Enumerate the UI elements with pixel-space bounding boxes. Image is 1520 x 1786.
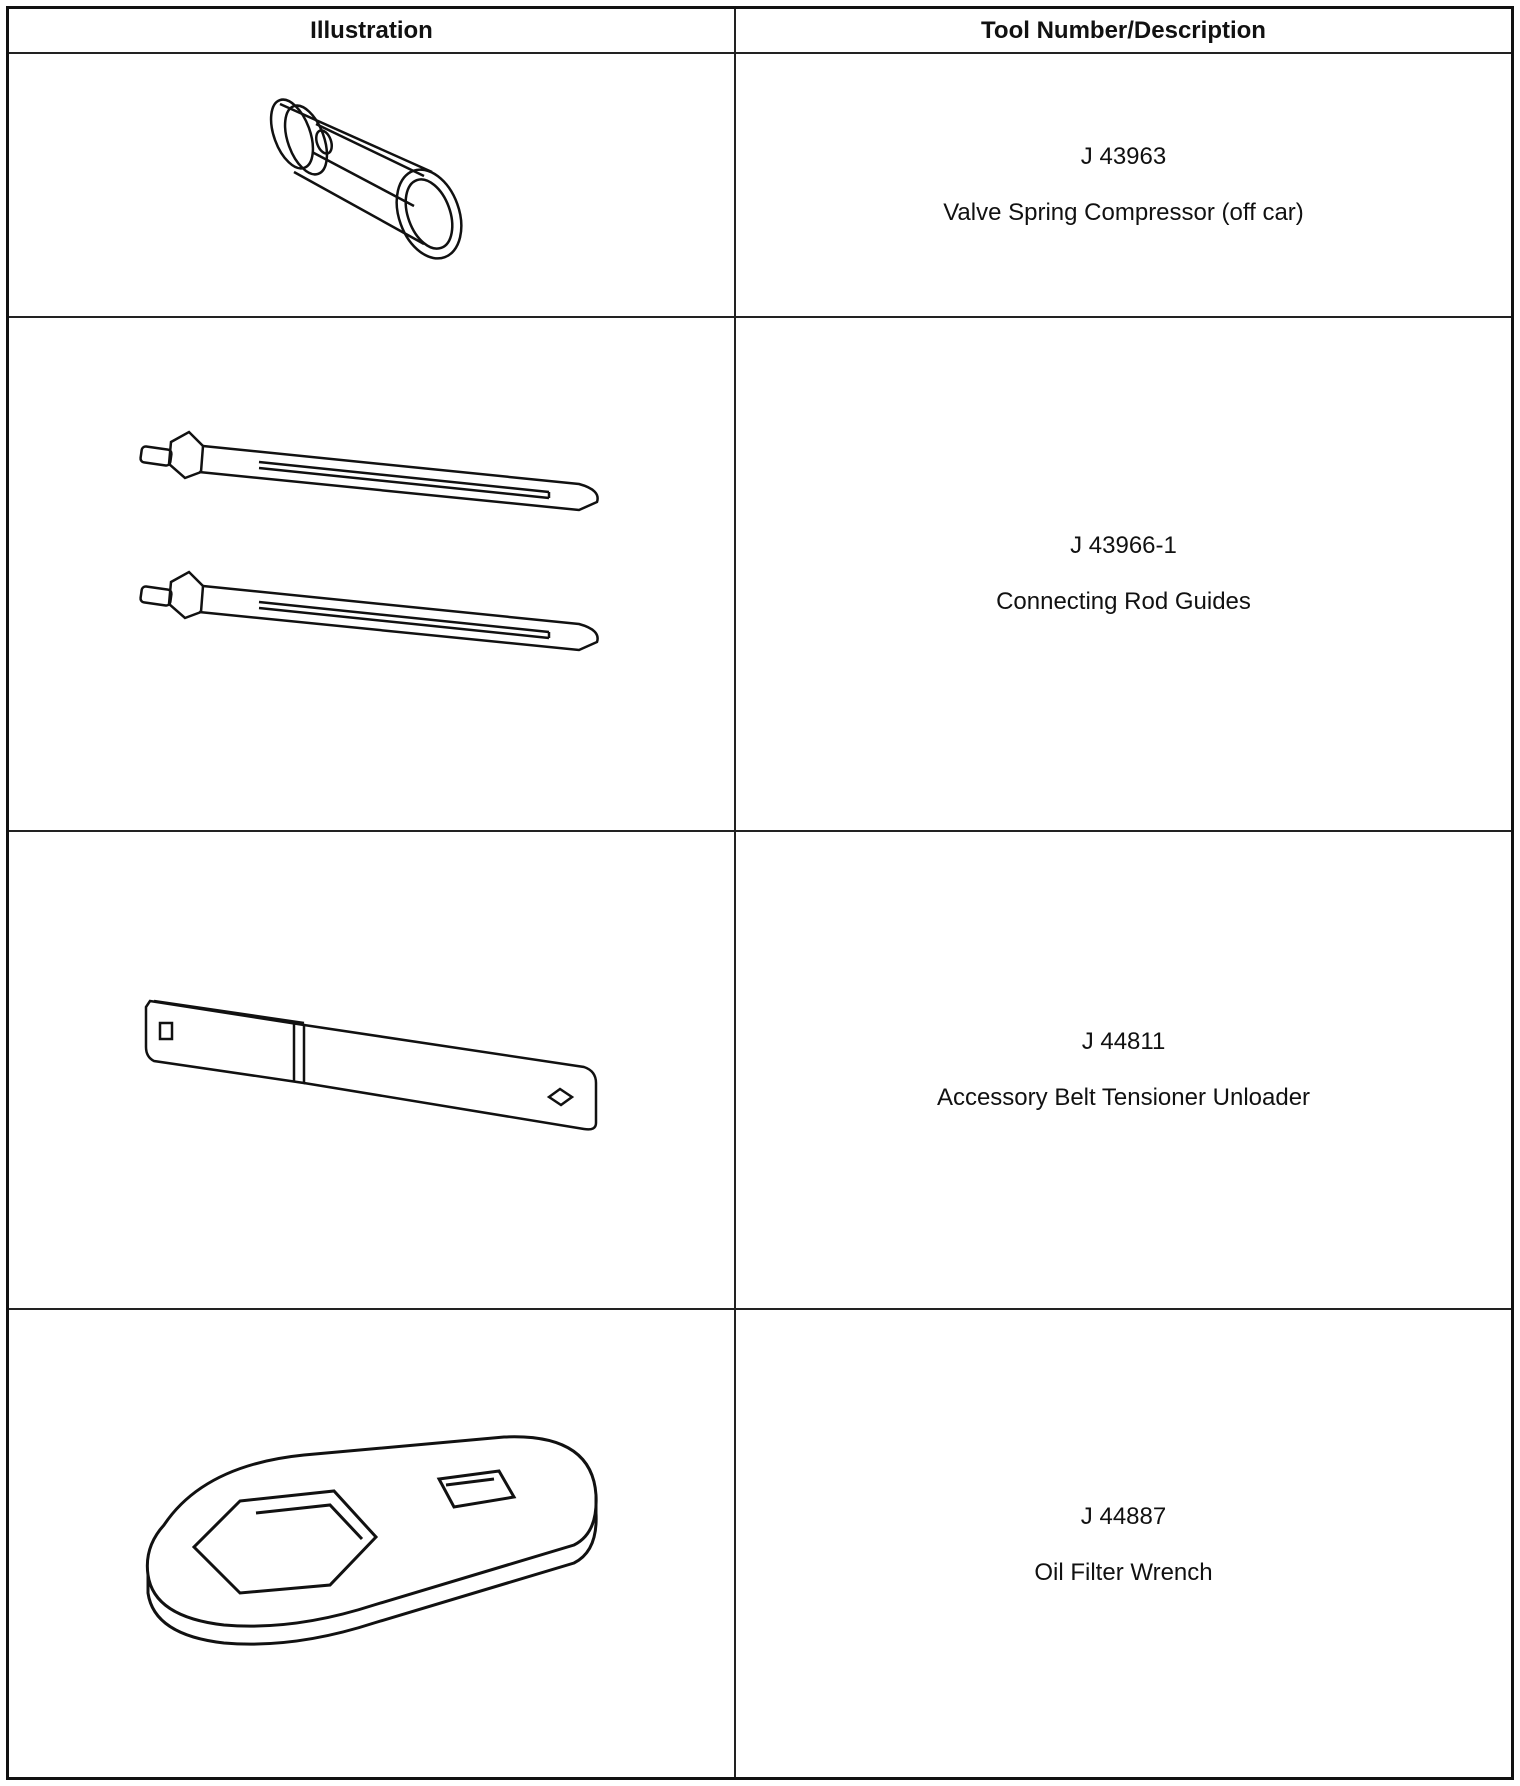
- header-illustration: Illustration: [310, 16, 433, 44]
- tool-table: [6, 6, 1514, 1780]
- description-cell: [736, 1310, 1511, 1780]
- tool-description: Accessory Belt Tensioner Unloader: [936, 1084, 1311, 1111]
- tool-description: Connecting Rod Guides: [996, 588, 1251, 615]
- tool-description: Valve Spring Compressor (off car): [943, 199, 1304, 226]
- tool-description: Oil Filter Wrench: [1034, 1559, 1213, 1586]
- header-tool-description: Tool Number/Description: [981, 16, 1266, 44]
- tool-number: J 43966-1: [1070, 532, 1177, 559]
- tool-number: J 43963: [1080, 143, 1167, 170]
- tool-number: J 44811: [1081, 1028, 1166, 1055]
- illustration-cell: [9, 318, 734, 830]
- description-cell: [736, 318, 1511, 830]
- illustration-cell: [9, 1310, 734, 1780]
- illustration-cell: [9, 832, 734, 1308]
- belt-tensioner-unloader-icon: [144, 997, 604, 1137]
- oil-filter-wrench-icon: [144, 1435, 604, 1665]
- description-cell: [736, 54, 1511, 316]
- illustration-cell: [9, 54, 734, 316]
- tool-number: J 44887: [1080, 1503, 1167, 1530]
- description-cell: [736, 832, 1511, 1308]
- connecting-rod-guides-icon: [139, 428, 619, 668]
- valve-spring-compressor-icon: [254, 94, 494, 294]
